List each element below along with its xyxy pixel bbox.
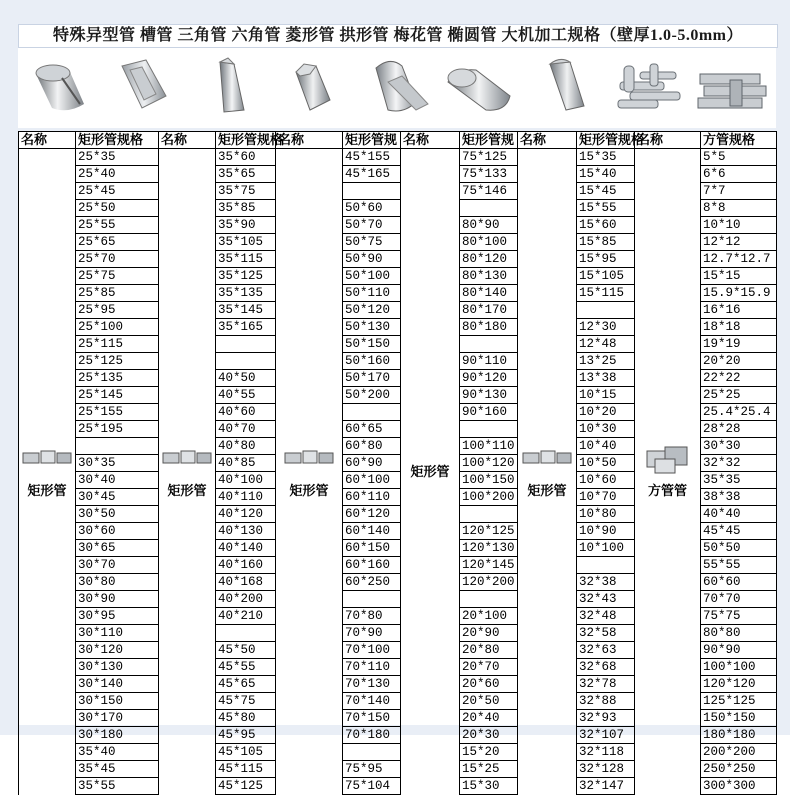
spec-cell — [216, 353, 276, 370]
spec-cell: 90*160 — [460, 404, 518, 421]
table-header-row — [19, 132, 777, 149]
spec-cell: 35*55 — [76, 778, 159, 795]
spec-cell: 40*210 — [216, 608, 276, 625]
spec-cell: 50*110 — [343, 285, 401, 302]
spec-cell: 30*90 — [76, 591, 159, 608]
rect-tube-icon — [21, 445, 73, 471]
spec-cell: 50*75 — [343, 234, 401, 251]
spec-cell: 60*80 — [343, 438, 401, 455]
spec-cell: 45*80 — [216, 710, 276, 727]
spec-cell: 8*8 — [701, 200, 777, 217]
spec-cell: 45*125 — [216, 778, 276, 795]
spec-cell: 45*55 — [216, 659, 276, 676]
name-cell-inner — [635, 149, 700, 795]
product-photo-strip — [18, 48, 776, 128]
spec-cell: 80*120 — [460, 251, 518, 268]
spec-cell: 30*120 — [76, 642, 159, 659]
spec-cell: 45*155 — [343, 149, 401, 166]
spec-cell: 30*180 — [76, 727, 159, 744]
spec-cell: 30*70 — [76, 557, 159, 574]
spec-table — [18, 131, 777, 795]
spec-cell: 180*180 — [701, 727, 777, 744]
spec-cell: 55*55 — [701, 557, 777, 574]
spec-cell: 40*110 — [216, 489, 276, 506]
spec-cell: 40*140 — [216, 540, 276, 557]
name-label: 矩形管 — [27, 482, 67, 498]
spec-cell — [216, 625, 276, 642]
spec-cell: 30*110 — [76, 625, 159, 642]
spec-cell: 70*140 — [343, 693, 401, 710]
spec-cell: 40*160 — [216, 557, 276, 574]
spec-cell: 5*5 — [701, 149, 777, 166]
spec-cell: 35*85 — [216, 200, 276, 217]
spec-cell: 32*128 — [577, 761, 635, 778]
header-rect-spec-4: 矩形管规 — [460, 132, 518, 149]
spec-cell: 70*110 — [343, 659, 401, 676]
spec-cell: 35*65 — [216, 166, 276, 183]
spec-cell — [343, 183, 401, 200]
spec-cell: 90*110 — [460, 353, 518, 370]
spec-cell: 25*25 — [701, 387, 777, 404]
spec-cell: 25*75 — [76, 268, 159, 285]
spec-cell — [76, 438, 159, 455]
spec-cell: 50*90 — [343, 251, 401, 268]
spec-cell: 50*60 — [343, 200, 401, 217]
spec-cell: 50*160 — [343, 353, 401, 370]
spec-cell: 32*118 — [577, 744, 635, 761]
hexagon-tube-photo — [274, 52, 352, 124]
square-tube-icon — [643, 445, 693, 475]
header-rect-spec-2: 矩形管规格 — [216, 132, 276, 149]
channel-tube-photo — [106, 52, 184, 124]
spec-cell: 25*85 — [76, 285, 159, 302]
name-cell-6 — [635, 149, 701, 795]
spec-cell: 75*75 — [701, 608, 777, 625]
spec-cell: 12*30 — [577, 319, 635, 336]
spec-cell: 30*50 — [76, 506, 159, 523]
spec-cell: 50*100 — [343, 268, 401, 285]
d-shape-tube-photo — [526, 52, 604, 124]
spec-cell: 10*60 — [577, 472, 635, 489]
spec-cell: 35*90 — [216, 217, 276, 234]
spec-cell: 40*85 — [216, 455, 276, 472]
spec-cell: 45*50 — [216, 642, 276, 659]
spec-cell: 70*80 — [343, 608, 401, 625]
spec-cell: 30*150 — [76, 693, 159, 710]
spec-cell: 35*115 — [216, 251, 276, 268]
spec-cell: 70*180 — [343, 727, 401, 744]
spec-cell: 45*45 — [701, 523, 777, 540]
spec-cell: 32*78 — [577, 676, 635, 693]
spec-cell: 50*150 — [343, 336, 401, 353]
spec-cell: 40*168 — [216, 574, 276, 591]
spec-cell: 30*95 — [76, 608, 159, 625]
spec-cell: 35*105 — [216, 234, 276, 251]
spec-cell: 32*48 — [577, 608, 635, 625]
spec-cell: 25*145 — [76, 387, 159, 404]
spec-cell: 10*10 — [701, 217, 777, 234]
spec-cell: 25*45 — [76, 183, 159, 200]
spec-cell: 15*45 — [577, 183, 635, 200]
spec-cell: 10*100 — [577, 540, 635, 557]
spec-cell: 16*16 — [701, 302, 777, 319]
spec-cell: 150*150 — [701, 710, 777, 727]
bundle-tube-photo — [610, 52, 688, 124]
spec-cell: 60*90 — [343, 455, 401, 472]
spec-cell: 25*195 — [76, 421, 159, 438]
spec-cell — [460, 336, 518, 353]
spec-cell: 25*155 — [76, 404, 159, 421]
spec-cell: 50*120 — [343, 302, 401, 319]
name-label: 矩形管 — [167, 482, 207, 498]
spec-cell: 18*18 — [701, 319, 777, 336]
spec-cell: 32*107 — [577, 727, 635, 744]
spec-cell: 50*200 — [343, 387, 401, 404]
spec-cell: 80*170 — [460, 302, 518, 319]
spec-cell: 10*20 — [577, 404, 635, 421]
spec-table-wrap — [18, 131, 776, 793]
spec-cell: 35*165 — [216, 319, 276, 336]
spec-cell: 30*140 — [76, 676, 159, 693]
spec-cell: 100*120 — [460, 455, 518, 472]
spec-cell: 40*80 — [216, 438, 276, 455]
spec-cell — [460, 421, 518, 438]
spec-cell: 35*40 — [76, 744, 159, 761]
spec-cell: 80*90 — [460, 217, 518, 234]
spec-cell: 25*65 — [76, 234, 159, 251]
spec-cell: 6*6 — [701, 166, 777, 183]
name-cell-4 — [401, 149, 460, 795]
spec-cell: 32*43 — [577, 591, 635, 608]
spec-cell: 20*20 — [701, 353, 777, 370]
spec-cell: 30*60 — [76, 523, 159, 540]
spec-cell: 25*115 — [76, 336, 159, 353]
header-rect-spec-3: 矩形管规 — [343, 132, 401, 149]
spec-cell: 30*30 — [701, 438, 777, 455]
spec-cell: 70*90 — [343, 625, 401, 642]
spec-cell: 75*146 — [460, 183, 518, 200]
spec-cell: 100*100 — [701, 659, 777, 676]
spec-cell: 50*130 — [343, 319, 401, 336]
spec-cell: 200*200 — [701, 744, 777, 761]
spec-cell: 45*95 — [216, 727, 276, 744]
header-name-2: 名称 — [159, 132, 216, 149]
spec-cell: 35*35 — [701, 472, 777, 489]
spec-cell: 15*55 — [577, 200, 635, 217]
spec-cell: 40*120 — [216, 506, 276, 523]
spec-cell: 15*60 — [577, 217, 635, 234]
name-cell-inner — [159, 149, 215, 795]
spec-cell: 40*60 — [216, 404, 276, 421]
spec-cell — [460, 506, 518, 523]
spec-cell: 35*135 — [216, 285, 276, 302]
spec-cell: 90*120 — [460, 370, 518, 387]
name-cell-2 — [159, 149, 216, 795]
spec-cell: 40*55 — [216, 387, 276, 404]
spec-cell — [577, 302, 635, 319]
spec-cell: 60*110 — [343, 489, 401, 506]
spec-cell: 120*200 — [460, 574, 518, 591]
spec-cell: 90*90 — [701, 642, 777, 659]
spec-cell: 70*70 — [701, 591, 777, 608]
spec-cell: 75*125 — [460, 149, 518, 166]
table-row — [19, 149, 777, 166]
spec-cell: 25*135 — [76, 370, 159, 387]
spec-cell: 25*100 — [76, 319, 159, 336]
spec-cell: 125*125 — [701, 693, 777, 710]
header-name-6: 名称 — [635, 132, 701, 149]
spec-cell: 7*7 — [701, 183, 777, 200]
spec-cell: 70*150 — [343, 710, 401, 727]
spec-cell: 12.7*12.7 — [701, 251, 777, 268]
spec-cell: 10*90 — [577, 523, 635, 540]
spec-cell: 20*30 — [460, 727, 518, 744]
spec-cell: 80*80 — [701, 625, 777, 642]
spec-cell — [460, 591, 518, 608]
spec-cell: 100*150 — [460, 472, 518, 489]
spec-cell: 19*19 — [701, 336, 777, 353]
spec-cell: 35*45 — [76, 761, 159, 778]
name-cell-inner — [401, 149, 459, 795]
spec-cell: 45*165 — [343, 166, 401, 183]
spec-cell: 25.4*25.4 — [701, 404, 777, 421]
spec-cell: 10*70 — [577, 489, 635, 506]
spec-cell: 120*125 — [460, 523, 518, 540]
spec-cell: 40*130 — [216, 523, 276, 540]
spec-cell: 60*250 — [343, 574, 401, 591]
spec-cell: 15*30 — [460, 778, 518, 795]
name-label: 矩形管 — [289, 482, 329, 498]
name-cell-inner — [518, 149, 576, 795]
name-cell-5 — [518, 149, 577, 795]
spec-cell: 25*125 — [76, 353, 159, 370]
spec-cell: 35*75 — [216, 183, 276, 200]
spec-cell: 30*170 — [76, 710, 159, 727]
name-label: 矩形管 — [527, 482, 567, 498]
spec-cell: 32*147 — [577, 778, 635, 795]
spec-cell: 60*160 — [343, 557, 401, 574]
spec-cell: 15*25 — [460, 761, 518, 778]
spec-cell: 45*75 — [216, 693, 276, 710]
spec-cell: 25*40 — [76, 166, 159, 183]
name-cell-inner — [276, 149, 342, 795]
spec-cell: 25*55 — [76, 217, 159, 234]
header-name-3: 名称 — [276, 132, 343, 149]
name-cell-3 — [276, 149, 343, 795]
spec-cell: 32*93 — [577, 710, 635, 727]
header-rect-spec-1: 矩形管规格 — [76, 132, 159, 149]
spec-cell: 70*100 — [343, 642, 401, 659]
spec-cell: 80*130 — [460, 268, 518, 285]
spec-cell: 40*40 — [701, 506, 777, 523]
name-cell-inner — [19, 149, 75, 795]
spec-cell: 32*32 — [701, 455, 777, 472]
spec-cell: 15*95 — [577, 251, 635, 268]
spec-cell: 40*50 — [216, 370, 276, 387]
spec-cell: 50*70 — [343, 217, 401, 234]
spec-cell: 40*100 — [216, 472, 276, 489]
spec-cell: 25*70 — [76, 251, 159, 268]
spec-cell: 250*250 — [701, 761, 777, 778]
spec-cell: 30*65 — [76, 540, 159, 557]
spec-cell: 32*58 — [577, 625, 635, 642]
spec-cell: 10*30 — [577, 421, 635, 438]
spec-cell: 120*120 — [701, 676, 777, 693]
spec-cell: 45*105 — [216, 744, 276, 761]
triangle-tube-photo — [190, 52, 268, 124]
spec-cell: 15*20 — [460, 744, 518, 761]
spec-cell: 90*130 — [460, 387, 518, 404]
rect-tube-icon — [521, 445, 573, 471]
spec-cell: 10*50 — [577, 455, 635, 472]
spec-cell: 13*25 — [577, 353, 635, 370]
round-slot-tube-photo — [22, 52, 100, 124]
spec-cell: 300*300 — [701, 778, 777, 795]
spec-cell: 12*48 — [577, 336, 635, 353]
spec-cell: 45*115 — [216, 761, 276, 778]
spec-cell: 15*35 — [577, 149, 635, 166]
spec-cell: 32*88 — [577, 693, 635, 710]
spec-cell: 15.9*15.9 — [701, 285, 777, 302]
spec-cell: 75*95 — [343, 761, 401, 778]
spec-cell: 75*133 — [460, 166, 518, 183]
spec-cell: 20*80 — [460, 642, 518, 659]
name-label: 矩形管 — [410, 463, 450, 479]
oval-tube-photo — [442, 52, 520, 124]
spec-cell: 35*60 — [216, 149, 276, 166]
spec-cell: 12*12 — [701, 234, 777, 251]
spec-cell — [460, 200, 518, 217]
spec-cell: 15*85 — [577, 234, 635, 251]
spec-cell: 22*22 — [701, 370, 777, 387]
spec-cell: 20*100 — [460, 608, 518, 625]
spec-cell — [343, 744, 401, 761]
spec-cell: 60*65 — [343, 421, 401, 438]
name-label: 方管管 — [647, 482, 687, 498]
spec-cell: 120*130 — [460, 540, 518, 557]
header-name-5: 名称 — [518, 132, 577, 149]
spec-cell: 70*130 — [343, 676, 401, 693]
rect-tube-icon — [161, 445, 213, 471]
spec-cell: 30*130 — [76, 659, 159, 676]
spec-cell: 32*63 — [577, 642, 635, 659]
spec-cell: 10*80 — [577, 506, 635, 523]
spec-cell: 30*45 — [76, 489, 159, 506]
spec-cell: 10*15 — [577, 387, 635, 404]
spec-cell: 20*60 — [460, 676, 518, 693]
spec-cell — [577, 557, 635, 574]
spec-cell: 60*140 — [343, 523, 401, 540]
spec-cell: 60*60 — [701, 574, 777, 591]
spec-cell — [343, 404, 401, 421]
header-rect-spec-5: 矩形管规格 — [577, 132, 635, 149]
spec-cell: 80*100 — [460, 234, 518, 251]
header-square-spec: 方管规格 — [701, 132, 777, 149]
spec-cell — [216, 336, 276, 353]
spec-cell: 60*150 — [343, 540, 401, 557]
spec-cell: 50*50 — [701, 540, 777, 557]
spec-cell: 60*100 — [343, 472, 401, 489]
name-cell-1 — [19, 149, 76, 795]
spec-cell: 25*35 — [76, 149, 159, 166]
spec-cell: 38*38 — [701, 489, 777, 506]
spec-cell: 15*15 — [701, 268, 777, 285]
spec-cell: 20*40 — [460, 710, 518, 727]
spec-cell: 32*68 — [577, 659, 635, 676]
spec-cell: 32*38 — [577, 574, 635, 591]
spec-cell: 35*125 — [216, 268, 276, 285]
spec-cell: 75*104 — [343, 778, 401, 795]
spec-cell — [343, 591, 401, 608]
spec-cell: 10*40 — [577, 438, 635, 455]
spec-cell: 120*145 — [460, 557, 518, 574]
spec-cell: 60*120 — [343, 506, 401, 523]
header-name-4: 名称 — [401, 132, 460, 149]
rect-tube-bundle-photo — [694, 52, 772, 124]
header-name-1: 名称 — [19, 132, 76, 149]
spec-cell: 100*110 — [460, 438, 518, 455]
spec-cell: 30*40 — [76, 472, 159, 489]
spec-cell: 20*50 — [460, 693, 518, 710]
spec-cell: 20*90 — [460, 625, 518, 642]
spec-cell: 25*95 — [76, 302, 159, 319]
spec-cell: 35*145 — [216, 302, 276, 319]
spec-cell: 20*70 — [460, 659, 518, 676]
spec-cell: 15*115 — [577, 285, 635, 302]
spec-cell: 15*105 — [577, 268, 635, 285]
arch-tube-photo — [358, 52, 436, 124]
spec-cell: 80*180 — [460, 319, 518, 336]
spec-cell: 15*40 — [577, 166, 635, 183]
spec-cell: 30*80 — [76, 574, 159, 591]
spec-cell: 80*140 — [460, 285, 518, 302]
rect-tube-icon — [283, 445, 335, 471]
spec-cell: 13*38 — [577, 370, 635, 387]
page-title: 特殊异型管 槽管 三角管 六角管 菱形管 拱形管 梅花管 椭圆管 大机加工规格（壁厚1.0-5.0mm） — [18, 24, 778, 48]
spec-cell: 40*70 — [216, 421, 276, 438]
spec-cell: 100*200 — [460, 489, 518, 506]
spec-cell: 30*35 — [76, 455, 159, 472]
spec-cell: 25*50 — [76, 200, 159, 217]
spec-cell: 50*170 — [343, 370, 401, 387]
spec-cell: 28*28 — [701, 421, 777, 438]
spec-cell: 45*65 — [216, 676, 276, 693]
spec-cell: 40*200 — [216, 591, 276, 608]
